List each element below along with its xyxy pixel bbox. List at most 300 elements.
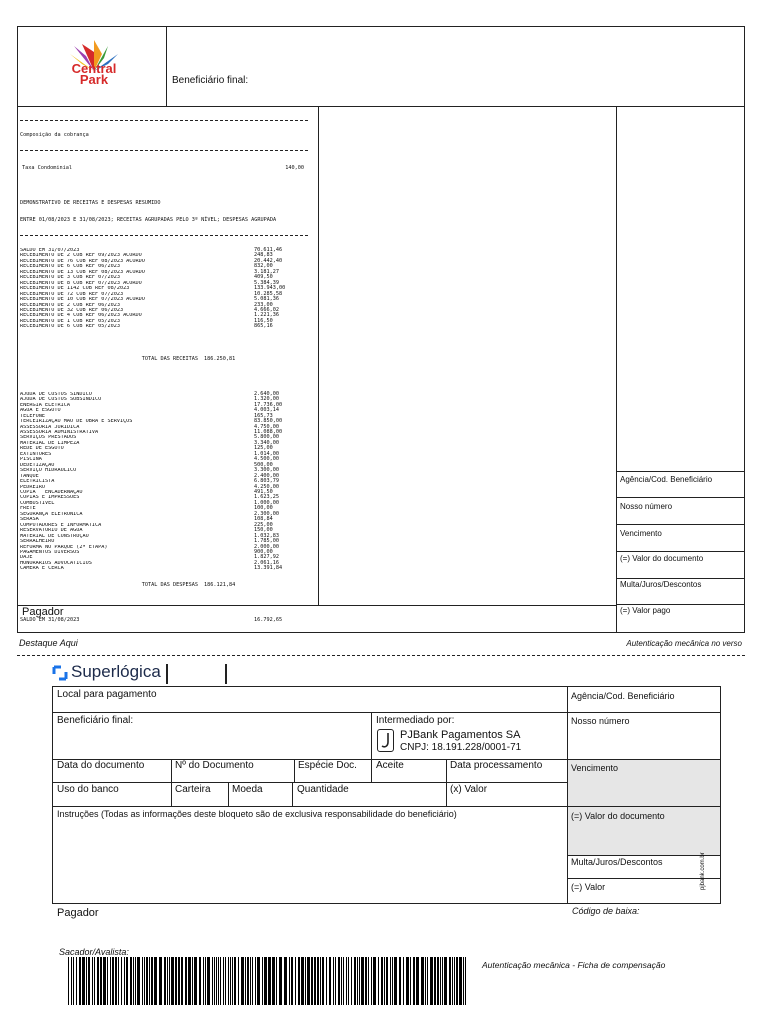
barcode-bar xyxy=(181,957,183,1005)
barcode-bar xyxy=(115,957,117,1005)
barcode-bar xyxy=(343,957,344,1005)
receita-row-value: 832,00 xyxy=(254,263,273,270)
barcode-bar xyxy=(444,957,447,1005)
doc-col-6 xyxy=(292,782,293,806)
despesa-row-value: 1.014,00 xyxy=(254,450,279,457)
total-despesas-row: TOTAL DAS DESPESAS 186.121,84 xyxy=(141,581,236,588)
slip-line-4 xyxy=(52,806,721,807)
barcode-bar xyxy=(440,957,441,1005)
barcode-bar xyxy=(365,957,367,1005)
barcode-bar xyxy=(223,957,224,1005)
receita-row-value: 3.181,27 xyxy=(254,268,279,275)
right-line-4 xyxy=(616,551,745,552)
receita-row-value: 865,16 xyxy=(254,323,273,330)
despesa-row-value: 2.400,00 xyxy=(254,472,279,479)
composition-block xyxy=(20,109,308,629)
barcode-bar xyxy=(171,957,174,1005)
slip-valor-documento-label: (=) Valor do documento xyxy=(571,811,665,821)
barcode-bar xyxy=(264,957,267,1005)
barcode-bar xyxy=(144,957,145,1005)
especie-doc-label: Espécie Doc. xyxy=(298,760,357,771)
barcode-bar xyxy=(442,957,443,1005)
despesa-row-label: DAJE xyxy=(20,555,33,561)
barcode-bar xyxy=(130,957,132,1005)
barcode-bar xyxy=(225,957,226,1005)
barcode-bar xyxy=(298,957,300,1005)
despesa-row-label: DEDETIZAÇÃO xyxy=(20,462,55,468)
barcode-bar xyxy=(73,957,74,1005)
despesa-row-value: 125,00 xyxy=(254,445,273,452)
slip-vencimento-label: Vencimento xyxy=(571,763,619,773)
logo-text-central: Central xyxy=(71,61,117,76)
total-receitas-row: TOTAL DAS RECEITAS 186.250,81 xyxy=(141,355,236,362)
barcode-bar xyxy=(413,957,415,1005)
barcode-bar xyxy=(386,957,388,1005)
composicao-title: Composição da cobrança xyxy=(20,131,89,138)
receipt-nosso-numero-label: Nosso número xyxy=(620,502,673,511)
data-processamento-label: Data processamento xyxy=(450,760,543,771)
barcode-bar xyxy=(214,957,215,1005)
barcode-bar xyxy=(107,957,108,1005)
receita-row-value: 5.081,36 xyxy=(254,296,279,303)
barcode-bar xyxy=(124,957,125,1005)
barcode-bar xyxy=(368,957,369,1005)
despesa-row-label: CÓPIAS E IMPRESSÕES xyxy=(20,495,80,501)
barcode-bar xyxy=(346,957,347,1005)
barcode-bar xyxy=(185,957,187,1005)
intermediado-divider xyxy=(371,712,372,759)
barcode-bar xyxy=(149,957,150,1005)
despesa-row-value: 4.250,00 xyxy=(254,483,279,490)
barcode-bar xyxy=(427,957,428,1005)
receita-row-value: 5.384,39 xyxy=(254,279,279,286)
barcode-bar xyxy=(97,957,99,1005)
receita-row-value: 70.611,46 xyxy=(254,246,283,253)
despesa-row-label: PEDREIRO xyxy=(20,484,45,490)
barcode-bar xyxy=(272,957,275,1005)
cut-line xyxy=(17,655,745,656)
slip-beneficiario-label: Beneficiário final: xyxy=(57,715,134,726)
despesa-row-label: ASSESSORIA JURÍDICA xyxy=(20,424,80,430)
pjbank-cnpj: CNPJ: 18.191.228/0001-71 xyxy=(400,742,522,753)
barcode-bar xyxy=(250,957,251,1005)
taxa-row: Taxa Condominial 140,00 xyxy=(22,165,304,172)
demo-line-2: ENTRE 01/08/2023 E 31/08/2023; RECEITAS AGRUPADAS PELO 3º NÍVEL; DESPESAS AGRUPADA xyxy=(20,216,277,223)
despesa-row-label: ENERGIA ELETRICA xyxy=(20,402,70,408)
barcode-bar xyxy=(159,957,162,1005)
barcode-bar xyxy=(112,957,114,1005)
x-valor-label: (x) Valor xyxy=(450,784,488,795)
despesa-row-label: ASSESSORIA ADMINISTRATIVA xyxy=(20,430,99,436)
barcode-bar xyxy=(232,957,233,1005)
despesa-row-value: 83.850,00 xyxy=(254,418,283,425)
despesa-row-label: CÂMERA E CERCA xyxy=(20,566,64,572)
receita-row-label: RECEBIMENTO DE 2 COB REF 09/2023 ACORDO xyxy=(20,253,142,259)
slip-valor-label: (=) Valor xyxy=(571,882,606,892)
superlogica-icon xyxy=(52,665,68,681)
quantidade-label: Quantidade xyxy=(297,784,349,795)
receita-row-label: RECEBIMENTO DE 76 COB REF 08/2023 ACORDO xyxy=(20,258,145,264)
doc-col-3 xyxy=(371,759,372,782)
moeda-label: Moeda xyxy=(232,784,263,795)
despesa-row-label: SERVIÇOS PRESTADOS xyxy=(20,435,77,441)
receita-row-label: RECEBIMENTO DE 1 COB REF 05/2023 xyxy=(20,318,120,324)
despesa-row-label: HONORÁRIOS ADVOCATÍCIOS xyxy=(20,560,92,566)
despesa-row-label: MATERIAL DE CONSTRUÇÃO xyxy=(20,533,89,539)
right-line-2 xyxy=(616,497,745,498)
barcode-bar xyxy=(205,957,206,1005)
autenticacao-verso-label: Autenticação mecânica no verso xyxy=(626,639,742,648)
despesa-row-label: PISCINA xyxy=(20,457,42,463)
despesa-row-label: SERVIÇO HIDRÁULICO xyxy=(20,468,77,474)
barcode-bar xyxy=(291,957,293,1005)
receita-row-label: RECEBIMENTO DE 32 COB REF 06/2023 xyxy=(20,307,124,313)
right-line-6 xyxy=(616,604,745,605)
receita-row-label: RECEBIMENTO DE 6 COB REF 06/2023 xyxy=(20,264,120,270)
barcode-bar xyxy=(338,957,340,1005)
barcode-bar xyxy=(452,957,453,1005)
receita-row-label: RECEBIMENTO DE 10 COB REF 07/2023 ACORDO xyxy=(20,297,145,303)
despesa-row-value: 2.061,16 xyxy=(254,559,279,566)
barcode-bar xyxy=(216,957,217,1005)
right-line-3 xyxy=(616,524,745,525)
barcode-bar xyxy=(121,957,122,1005)
despesa-row-value: 13.391,84 xyxy=(254,565,283,572)
aceite-label: Aceite xyxy=(376,760,404,771)
barcode-bar xyxy=(199,957,201,1005)
barcode-bar xyxy=(394,957,397,1005)
barcode-bar xyxy=(301,957,304,1005)
receipt-valor-pago-label: (=) Valor pago xyxy=(620,606,671,615)
barcode-bar xyxy=(351,957,352,1005)
barcode-bar xyxy=(146,957,148,1005)
slip-pagador-label: Pagador xyxy=(57,907,99,919)
despesa-row-value: 3.340,00 xyxy=(254,439,279,446)
barcode-bar xyxy=(430,957,433,1005)
receipt-valor-documento-label: (=) Valor do documento xyxy=(620,554,704,563)
barcode-bar xyxy=(421,957,424,1005)
barcode-bar xyxy=(110,957,111,1005)
despesa-row-value: 2.000,00 xyxy=(254,543,279,550)
barcode-bar xyxy=(322,957,324,1005)
receipt-pagador-label: Pagador xyxy=(22,606,64,618)
barcode-bar xyxy=(175,957,177,1005)
right-line-5 xyxy=(616,578,745,579)
barcode-bar xyxy=(212,957,213,1005)
despesa-row-value: 6.803,79 xyxy=(254,478,279,485)
despesa-row-value: 108,84 xyxy=(254,516,273,523)
barcode-bar xyxy=(434,957,436,1005)
barcode xyxy=(68,957,468,1005)
barcode-bar xyxy=(167,957,168,1005)
barcode-bar xyxy=(245,957,246,1005)
barcode-bar xyxy=(203,957,204,1005)
barcode-bar xyxy=(314,957,316,1005)
despesa-row-label: COMBUSTÍVEL xyxy=(20,500,55,506)
despesa-row-value: 1.000,00 xyxy=(254,499,279,506)
barcode-bar xyxy=(317,957,319,1005)
receipt-agencia-label: Agência/Cod. Beneficiário xyxy=(620,475,713,484)
barcode-bar xyxy=(133,957,134,1005)
barcode-bar xyxy=(137,957,140,1005)
barcode-bar xyxy=(118,957,119,1005)
despesa-row-label: AJUDA DE CUSTOS SINDICO xyxy=(20,391,92,397)
beneficiario-final-label: Beneficiário final: xyxy=(172,75,249,86)
receita-row-label: RECEBIMENTO DE 2 COB REF 06/2023 xyxy=(20,302,120,308)
destaque-aqui-label: Destaque Aqui xyxy=(19,638,78,648)
barcode-bar xyxy=(103,957,106,1005)
despesa-row-value: 5.800,00 xyxy=(254,434,279,441)
despesa-row-value: 1.320,00 xyxy=(254,396,279,403)
superlogica-brand: Superlógica xyxy=(71,662,161,681)
numero-documento-label: Nº do Documento xyxy=(175,760,254,771)
uso-banco-label: Uso do banco xyxy=(57,784,119,795)
receita-row-value: 133.943,00 xyxy=(254,285,286,292)
despesa-row-value: 165,73 xyxy=(254,412,273,419)
barcode-bar xyxy=(305,957,306,1005)
barcode-bar xyxy=(252,957,253,1005)
barcode-bar xyxy=(348,957,349,1005)
barcode-bar xyxy=(371,957,372,1005)
barcode-bar xyxy=(456,957,458,1005)
receita-row-value: 248,83 xyxy=(254,252,273,259)
barcode-bar xyxy=(335,957,336,1005)
barcode-bar xyxy=(142,957,143,1005)
doc-col-5 xyxy=(228,782,229,806)
central-park-logo xyxy=(62,38,126,98)
despesa-row-value: 1.827,92 xyxy=(254,554,279,561)
receipt-vencimento-label: Vencimento xyxy=(620,529,662,538)
barcode-bar xyxy=(307,957,310,1005)
despesa-row-value: 100,00 xyxy=(254,505,273,512)
doc-col-2 xyxy=(294,759,295,782)
receipt-header-divider xyxy=(17,106,745,107)
data-documento-label: Data do documento xyxy=(57,760,145,771)
despesa-row-label: TERCEIRIZAÇÃO MÃO DE OBRA E SERVIÇOS xyxy=(20,419,133,425)
barcode-bar xyxy=(247,957,249,1005)
barcode-bar xyxy=(329,957,331,1005)
receita-row-value: 409,50 xyxy=(254,274,273,281)
barcode-bar xyxy=(295,957,296,1005)
barcode-bar xyxy=(178,957,180,1005)
right-line-1 xyxy=(616,471,745,472)
despesa-row-value: 1.032,83 xyxy=(254,532,279,539)
barcode-bar xyxy=(192,957,193,1005)
barcode-bar xyxy=(126,957,128,1005)
instrucoes-label: Instruções (Todas as informações deste bloqueto são de exclusiva responsabilidade do beneficiário) xyxy=(57,809,457,819)
barcode-bar xyxy=(238,957,239,1005)
barcode-bar xyxy=(188,957,191,1005)
despesa-row-label: CÓPIA ENCADERNAÇÃO xyxy=(20,490,83,495)
barcode-bar xyxy=(257,957,260,1005)
despesa-row-value: 4.500,00 xyxy=(254,456,279,463)
barcode-bar xyxy=(311,957,313,1005)
pjbank-name: PJBank Pagamentos SA xyxy=(400,729,521,741)
logo-divider xyxy=(166,26,167,106)
despesa-row-value: 3.300,00 xyxy=(254,467,279,474)
despesa-row-value: 1.623,25 xyxy=(254,494,279,501)
barcode-bar xyxy=(459,957,462,1005)
local-pagamento-label: Local para pagamento xyxy=(57,689,157,700)
despesa-row-label: ELETRICISTA xyxy=(20,479,55,485)
despesa-row-value: 4.750,00 xyxy=(254,423,279,430)
despesa-row-value: 2.300,00 xyxy=(254,510,279,517)
despesa-row xyxy=(20,566,308,571)
despesa-row-label: ÁGUA E ESGOTO xyxy=(20,408,61,414)
barcode-bar xyxy=(381,957,383,1005)
barcode-bar xyxy=(86,957,87,1005)
despesa-row-label: TELEFONE xyxy=(20,413,45,419)
despesa-row-label: SERRALHEIRO xyxy=(20,539,55,545)
slip-line-5 xyxy=(567,855,721,856)
despesa-row-value: 150,00 xyxy=(254,527,273,534)
despesa-row-label: MATERIAL DE LIMPEZA xyxy=(20,440,80,446)
barcode-bar xyxy=(92,957,93,1005)
barcode-bar xyxy=(284,957,287,1005)
slip-line-1 xyxy=(52,712,721,713)
receita-row-value: 1.221,36 xyxy=(254,312,279,319)
barcode-bar xyxy=(194,957,197,1005)
despesas-list xyxy=(20,392,308,572)
barcode-bar xyxy=(437,957,439,1005)
despesa-row-value: 1.785,00 xyxy=(254,538,279,545)
barcode-bar xyxy=(94,957,95,1005)
receita-row-label: RECEBIMENTO DE 4 COB REF 06/2023 ACORDO xyxy=(20,313,142,319)
receita-row-label: RECEBIMENTO DE 3 COB REF 07/2023 xyxy=(20,275,120,281)
barcode-bar xyxy=(135,957,136,1005)
slip-nosso-numero-label: Nosso número xyxy=(571,716,630,726)
brand-separator-1 xyxy=(166,664,168,684)
barcode-bar xyxy=(320,957,321,1005)
despesa-row-value: 11.088,00 xyxy=(254,429,283,436)
barcode-bar xyxy=(154,957,157,1005)
despesa-row-value: 4.003,14 xyxy=(254,407,279,414)
barcode-bar xyxy=(425,957,426,1005)
barcode-bar xyxy=(403,957,404,1005)
composition-divider xyxy=(318,106,319,605)
barcode-bar xyxy=(268,957,271,1005)
barcode-bar xyxy=(465,957,466,1005)
barcode-bar xyxy=(230,957,231,1005)
barcode-bar xyxy=(326,957,327,1005)
barcode-bar xyxy=(262,957,263,1005)
barcode-bar xyxy=(276,957,277,1005)
barcode-bar xyxy=(449,957,451,1005)
despesa-row-label: REFORMA NO PARQUE (2ª ETAPA) xyxy=(20,544,108,550)
barcode-bar xyxy=(390,957,391,1005)
receita-row-label: SALDO EM 31/07/2023 xyxy=(20,247,80,253)
despesa-row-value: 500,00 xyxy=(254,461,273,468)
intermediado-label: Intermediado por: xyxy=(376,715,455,726)
receita-row-value: 20.442,40 xyxy=(254,257,283,264)
despesa-row-label: RESERVATÓRIO DE ÁGUA xyxy=(20,528,83,534)
barcode-bar xyxy=(410,957,411,1005)
barcode-bar xyxy=(255,957,256,1005)
barcode-bar xyxy=(392,957,393,1005)
despesa-row-value: 900,00 xyxy=(254,548,273,555)
brand-separator-2 xyxy=(225,664,227,684)
barcode-bar xyxy=(68,957,69,1005)
barcode-bar xyxy=(454,957,455,1005)
despesa-row-value: 225,00 xyxy=(254,521,273,528)
barcode-bar xyxy=(359,957,360,1005)
barcode-bar xyxy=(341,957,342,1005)
barcode-bar xyxy=(151,957,153,1005)
pjbank-icon xyxy=(378,730,393,751)
despesa-row-value: 17.736,00 xyxy=(254,401,283,408)
barcode-bar xyxy=(169,957,170,1005)
barcode-bar xyxy=(361,957,364,1005)
barcode-bar xyxy=(100,957,102,1005)
barcode-bar xyxy=(416,957,419,1005)
barcode-bar xyxy=(228,957,229,1005)
barcode-bar xyxy=(406,957,409,1005)
receita-row-value: 4.666,02 xyxy=(254,306,279,313)
pjbank-side-text: pjbank.com.br xyxy=(700,852,706,890)
barcode-bar xyxy=(164,957,166,1005)
receita-row-label: RECEBIMENTO DE 1142 COB REF 08/2023 xyxy=(20,286,130,292)
slip-line-6 xyxy=(567,878,721,879)
receita-row-value: 116,50 xyxy=(254,317,273,324)
receipt-multa-label: Multa/Juros/Descontos xyxy=(620,580,702,589)
demo-line-1: DEMONSTRATIVO DE RECEITAS E DESPESAS RESUMIDO xyxy=(20,200,161,207)
barcode-bar xyxy=(357,957,358,1005)
barcode-bar xyxy=(333,957,334,1005)
barcode-bar xyxy=(384,957,385,1005)
doc-col-1 xyxy=(171,759,172,806)
receita-row xyxy=(20,324,308,329)
receita-row-label: RECEBIMENTO DE 8 COB REF 07/2023 ACORDO xyxy=(20,280,142,286)
slip-right-col-divider xyxy=(567,686,568,904)
barcode-bar xyxy=(241,957,244,1005)
slip-agencia-label: Agência/Cod. Beneficiário xyxy=(571,691,675,701)
sacador-label: Sacador/Avalista: xyxy=(59,947,129,957)
receita-row-value: 233,00 xyxy=(254,301,273,308)
receita-row-label: RECEBIMENTO DE 72 COB REF 07/2023 xyxy=(20,291,124,297)
despesa-row-label: REDE DE ESGOTO xyxy=(20,446,64,452)
despesa-row-label: FRETE xyxy=(20,506,36,512)
barcode-bar xyxy=(373,957,376,1005)
barcode-bar xyxy=(71,957,72,1005)
despesa-row-label: EXTINTORES xyxy=(20,451,52,457)
pjbank-logo xyxy=(377,729,394,752)
despesa-row-label: TANQUE xyxy=(20,473,39,479)
right-fields-divider xyxy=(616,106,617,633)
despesa-row-label: COMPUTADORES E INFORMÁTICA xyxy=(20,522,102,528)
receita-row-value: 10.285,58 xyxy=(254,290,283,297)
barcode-bar xyxy=(399,957,401,1005)
despesa-row-label: SEGURANÇA ELETRÔNICA xyxy=(20,511,83,517)
receitas-list xyxy=(20,248,308,330)
autenticacao-ficha-label: Autenticação mecânica - Ficha de compensação xyxy=(482,960,666,970)
barcode-bar xyxy=(82,957,85,1005)
despesa-row-label: PAGAMENTOS DIVERSOS xyxy=(20,549,80,555)
barcode-bar xyxy=(76,957,77,1005)
barcode-bar xyxy=(207,957,210,1005)
receita-row-label: RECEBIMENTO DE 6 COB REF 05/2023 xyxy=(20,324,120,330)
carteira-label: Carteira xyxy=(175,784,211,795)
barcode-bar xyxy=(279,957,282,1005)
barcode-bar xyxy=(79,957,81,1005)
slip-line-3 xyxy=(52,782,567,783)
receita-row-label: RECEBIMENTO DE 13 COB REF 08/2023 ACORDO xyxy=(20,269,145,275)
slip-multa-label: Multa/Juros/Descontos xyxy=(571,857,663,867)
codigo-baixa-label: Código de baixa: xyxy=(572,906,640,916)
logo-text-park: Park xyxy=(79,72,109,87)
doc-col-4 xyxy=(446,759,447,806)
barcode-bar xyxy=(88,957,90,1005)
barcode-bar xyxy=(378,957,379,1005)
